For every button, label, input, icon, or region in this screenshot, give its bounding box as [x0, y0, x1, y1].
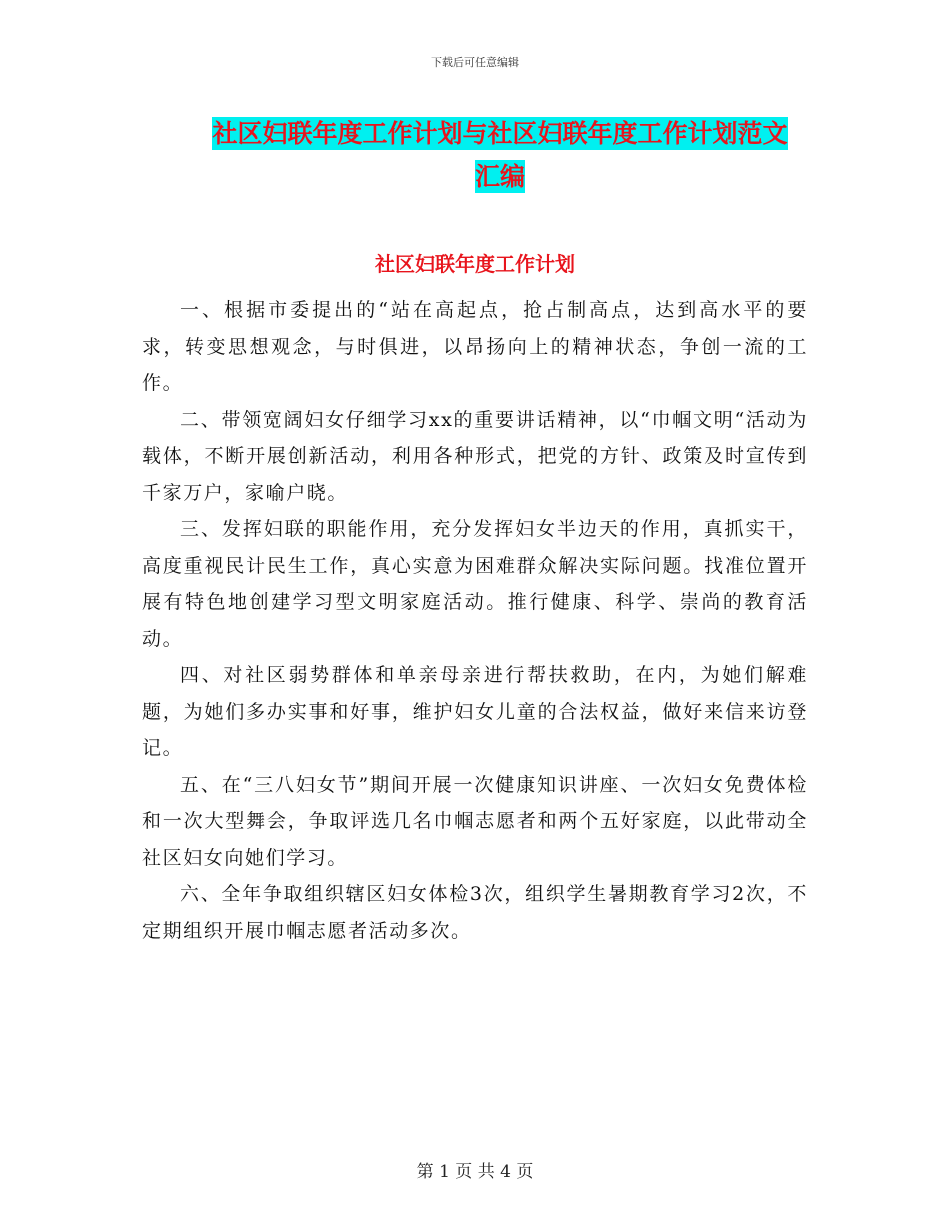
paragraph-1: 一、根据市委提出的“站在高起点，抢占制高点，达到高水平的要求，转变思想观念，与时俱进，以昂扬向上的精神状态，争创一流的工作。 — [142, 299, 808, 394]
paragraph-2: 二、带领宽阔妇女仔细学习xx的重要讲话精神，以“巾帼文明“活动为载体，不断开展创新活动，利用各种形式，把党的方针、政策及时宣传到千家万户，家喻户晓。 — [142, 408, 808, 504]
page-number-footer: 第 1 页 共 4 页 — [416, 1162, 534, 1182]
header-note: 下载后可任意编辑 — [431, 56, 519, 69]
paragraph-4: 四、对社区弱势群体和单亲母亲进行帮扶救助，在内，为她们解难题，为她们多办实事和好事，维护妇女儿童的合法权益，做好来信来访登记。 — [142, 664, 808, 759]
document-title — [190, 112, 810, 198]
paragraph-3: 三、发挥妇联的职能作用，充分发挥妇女半边天的作用，真抓实干，高度重视民计民生工作，真心实意为困难群众解决实际问题。找准位置开展有特色地创建学习型文明家庭活动。推行健康、科学、崇尚的教育活动。 — [142, 518, 808, 650]
document-title-line-2: 汇编 — [474, 162, 525, 191]
paragraph-6: 六、全年争取组织辖区妇女体检3次，组织学生暑期教育学习2次，不定期组织开展巾帼志愿者活动多次。 — [142, 883, 808, 942]
document-body — [142, 292, 808, 949]
section-title: 社区妇联年度工作计划 — [375, 252, 575, 276]
document-title-line-1: 社区妇联年度工作计划与社区妇联年度工作计划范文 — [212, 119, 788, 148]
paragraph-5: 五、在“三八妇女节”期间开展一次健康知识讲座、一次妇女免费体检和一次大型舞会，争取评选几名巾帼志愿者和两个五好家庭，以此带动全社区妇女向她们学习。 — [142, 773, 808, 869]
